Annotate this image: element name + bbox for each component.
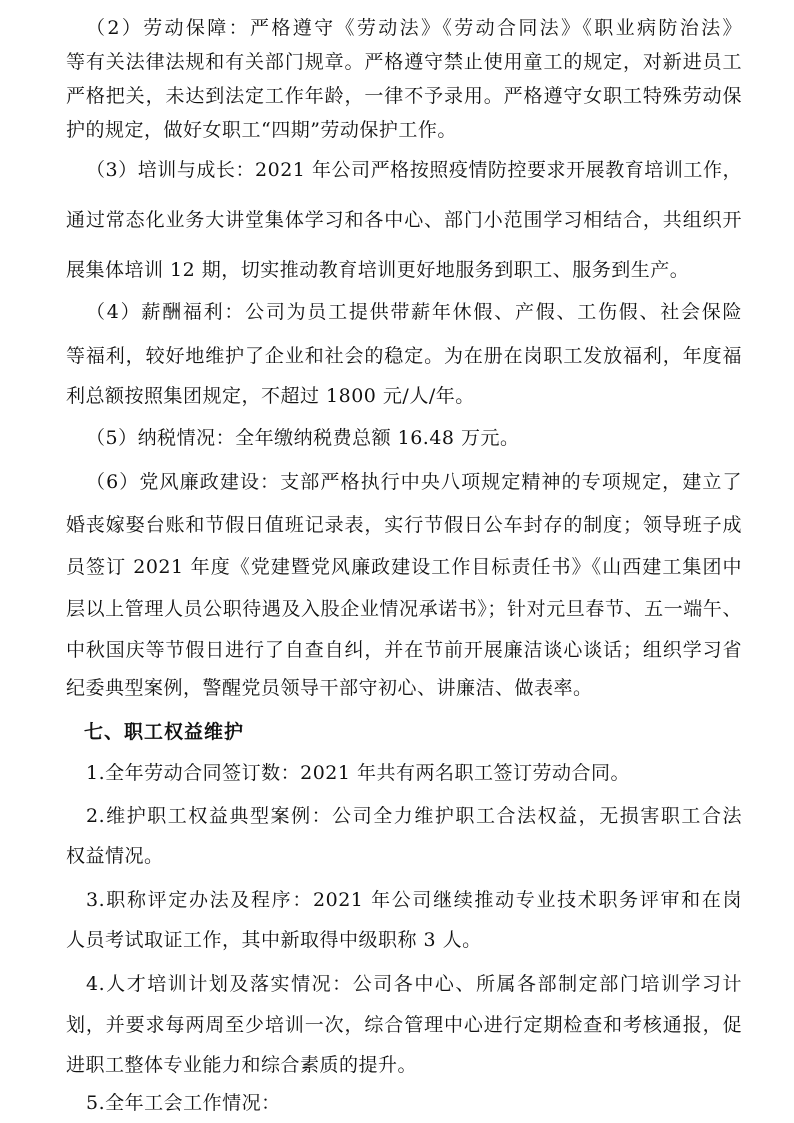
text-line: 1.全年劳动合同签订数：2021 年共有两名职工签订劳动合同。 [86, 762, 631, 784]
text-line: （3）培训与成长：2021 年公司严格按照疫情防控要求开展教育培训工作， [86, 159, 742, 181]
text-line: 层以上管理人员公职待遇及入股企业情况承诺书》；针对元旦春节、五一端午、 [66, 598, 742, 620]
text-line: 权益情况。 [66, 845, 164, 867]
section-heading: 七、职工权益维护 [84, 721, 245, 743]
text-line: 人员考试取证工作，其中新取得中级职称 3 人。 [66, 929, 482, 951]
text-line: 2.维护职工权益典型案例：公司全力维护职工合法权益，无损害职工合法 [86, 805, 742, 827]
text-line: 中秋国庆等节假日进行了自查自纠，并在节前开展廉洁谈心谈话；组织学习省 [66, 639, 742, 661]
text-line: 划，并要求每两周至少培训一次，综合管理中心进行定期检查和考核通报，促 [66, 1014, 742, 1036]
text-line: 3.职称评定办法及程序：2021 年公司继续推动专业技术职务评审和在岗 [86, 889, 742, 911]
text-line: 5.全年工会工作情况： [86, 1092, 281, 1114]
text-line: 通过常态化业务大讲堂集体学习和各中心、部门小范围学习相结合，共组织开 [66, 209, 742, 231]
text-line: 利总额按照集团规定，不超过 1800 元/人/年。 [66, 385, 475, 407]
text-line: 纪委典型案例，警醒党员领导干部守初心、讲廉洁、做表率。 [66, 677, 593, 699]
text-line: 员签订 2021 年度《党建暨党风廉政建设工作目标责任书》《山西建工集团中 [66, 556, 742, 578]
text-line: 展集体培训 12 期，切实推动教育培训更好地服务到职工、服务到生产。 [66, 259, 690, 281]
text-line: （5）纳税情况：全年缴纳税费总额 16.48 万元。 [86, 427, 520, 449]
text-line: 婚丧嫁娶台账和节假日值班记录表，实行节假日公车封存的制度；领导班子成 [66, 514, 742, 536]
text-line: 4.人才培训计划及落实情况：公司各中心、所属各部制定部门培训学习计 [86, 973, 742, 995]
text-line: （2）劳动保障：严格遵守《劳动法》《劳动合同法》《职业病防治法》 [86, 17, 742, 39]
text-line: （4）薪酬福利：公司为员工提供带薪年休假、产假、工伤假、社会保险 [86, 301, 742, 323]
text-line: 等有关法律法规和有关部门规章。严格遵守禁止使用童工的规定，对新进员工 [66, 51, 742, 73]
text-line: 等福利，较好地维护了企业和社会的稳定。为在册在岗职工发放福利，年度福 [66, 345, 742, 367]
text-line: 进职工整体专业能力和综合素质的提升。 [66, 1054, 418, 1076]
text-line: 严格把关，未达到法定工作年龄，一律不予录用。严格遵守女职工特殊劳动保 [66, 85, 742, 107]
text-line: （6）党风廉政建设：支部严格执行中央八项规定精神的专项规定，建立了 [86, 471, 742, 493]
text-line: 护的规定，做好女职工“四期”劳动保护工作。 [66, 119, 457, 141]
